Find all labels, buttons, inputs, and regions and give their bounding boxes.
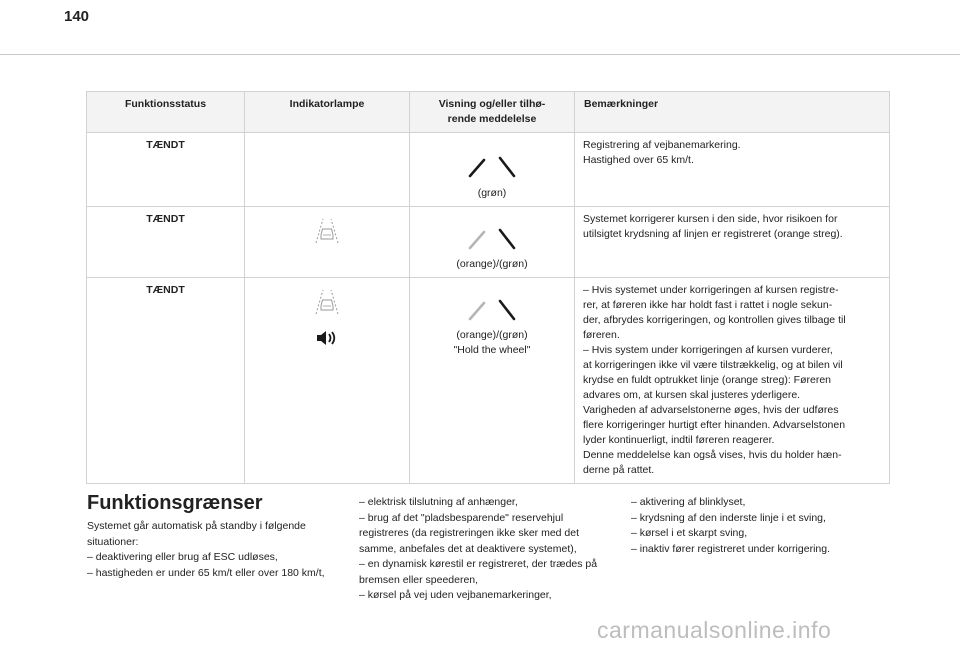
paragraph: Systemet går automatisk på standby i følgende situationer: bbox=[87, 520, 306, 548]
indicator-cell-empty bbox=[245, 133, 410, 207]
display-cell bbox=[410, 207, 575, 278]
list-item: – aktivering af blinklyset, bbox=[631, 496, 746, 508]
list-item: – deaktivering eller brug af ESC udløses, bbox=[87, 551, 278, 563]
header-visning bbox=[410, 92, 575, 133]
page-number: 140 bbox=[64, 8, 90, 25]
display-caption: (grøn) bbox=[477, 187, 507, 199]
header-indikatorlampe: Indikatorlampe bbox=[245, 92, 410, 133]
table-header-row bbox=[87, 92, 890, 133]
list-item: – hastigheden er under 65 km/t eller over 180 km/t, bbox=[87, 566, 325, 579]
section-title: Funktionsgrænser bbox=[87, 492, 263, 514]
lane-assist-warning-lamp-icon bbox=[310, 286, 344, 316]
lane-assist-warning-lamp-icon bbox=[310, 215, 344, 245]
display-caption: (orange)/(grøn) "Hold the wheel" bbox=[453, 329, 531, 356]
header-visning-label: Visning og/eller tilhø- rende meddelelse bbox=[438, 98, 546, 125]
text-column-3 bbox=[631, 495, 876, 557]
note-cell: – Hvis systemet under korrigeringen af kursen registre- rer, at føreren ikke har holdt fast i rattet i nogle sekun- der, afbrydes korrigeringen, og kontrollen gives tilbage til føreren. – Hvis system under korrigeringen af kursen vurderer, at korrigeringen ikke vil være tilstrækkelig, og at bilen vil krydse en fuldt optrukket linje (orange streg): Føreren advares om, at kursen skal justeres yderligere. Varigheden af advarselstonerne øges, hvis der udføres flere korrigeringer hurtigt efter hinanden. Advarselstonen lyder kontinuerligt, indtil føreren reagerer. Denne meddelelse kan også vises, hvis du holder hæn- derne på rattet. bbox=[575, 278, 890, 484]
list-item: – krydsning af den inderste linje i et sving, bbox=[631, 511, 826, 524]
display-cell bbox=[410, 278, 575, 484]
text-column-1 bbox=[87, 519, 333, 581]
table-row bbox=[87, 207, 890, 278]
indicator-cell bbox=[245, 278, 410, 484]
lane-lines-icon bbox=[460, 293, 524, 323]
text-column-2 bbox=[359, 495, 611, 604]
lane-lines-icon bbox=[460, 150, 524, 180]
note-cell: Registrering af vejbanemarkering. Hastighed over 65 km/t. bbox=[575, 133, 890, 207]
list-item: – kørsel på vej uden vejbanemarkeringer, bbox=[359, 589, 552, 601]
status-cell: TÆNDT bbox=[87, 133, 245, 207]
display-cell bbox=[410, 133, 575, 207]
list-item: – brug af det "pladsbesparende" reservehjul registreres (da registreringen ikke sker med det samme, anbefales det at deaktivere systemet), bbox=[359, 511, 580, 555]
header-divider bbox=[0, 54, 960, 55]
note-cell: Systemet korrigerer kursen i den side, hvor risikoen for utilsigtet krydsning af linjen er registreret (orange streg). bbox=[575, 207, 890, 278]
list-item: – inaktiv fører registreret under korrigering. bbox=[631, 542, 830, 555]
table-row bbox=[87, 278, 890, 484]
display-caption: (orange)/(grøn) bbox=[456, 258, 528, 270]
header-bemaerkninger: Bemærkninger bbox=[575, 92, 890, 133]
list-item: – elektrisk tilslutning af anhænger, bbox=[359, 496, 518, 508]
status-cell: TÆNDT bbox=[87, 278, 245, 484]
list-item: – en dynamisk kørestil er registreret, der trædes på bremsen eller speederen, bbox=[359, 558, 598, 586]
list-item: – kørsel i et skarpt sving, bbox=[631, 527, 748, 539]
table-row bbox=[87, 133, 890, 207]
watermark: carmanualsonline.info bbox=[597, 617, 832, 643]
function-status-table bbox=[86, 91, 890, 484]
speaker-sound-icon bbox=[312, 328, 342, 348]
indicator-cell bbox=[245, 207, 410, 278]
lane-lines-icon bbox=[460, 222, 524, 252]
header-funktionsstatus: Funktionsstatus bbox=[87, 92, 245, 133]
status-cell: TÆNDT bbox=[87, 207, 245, 278]
